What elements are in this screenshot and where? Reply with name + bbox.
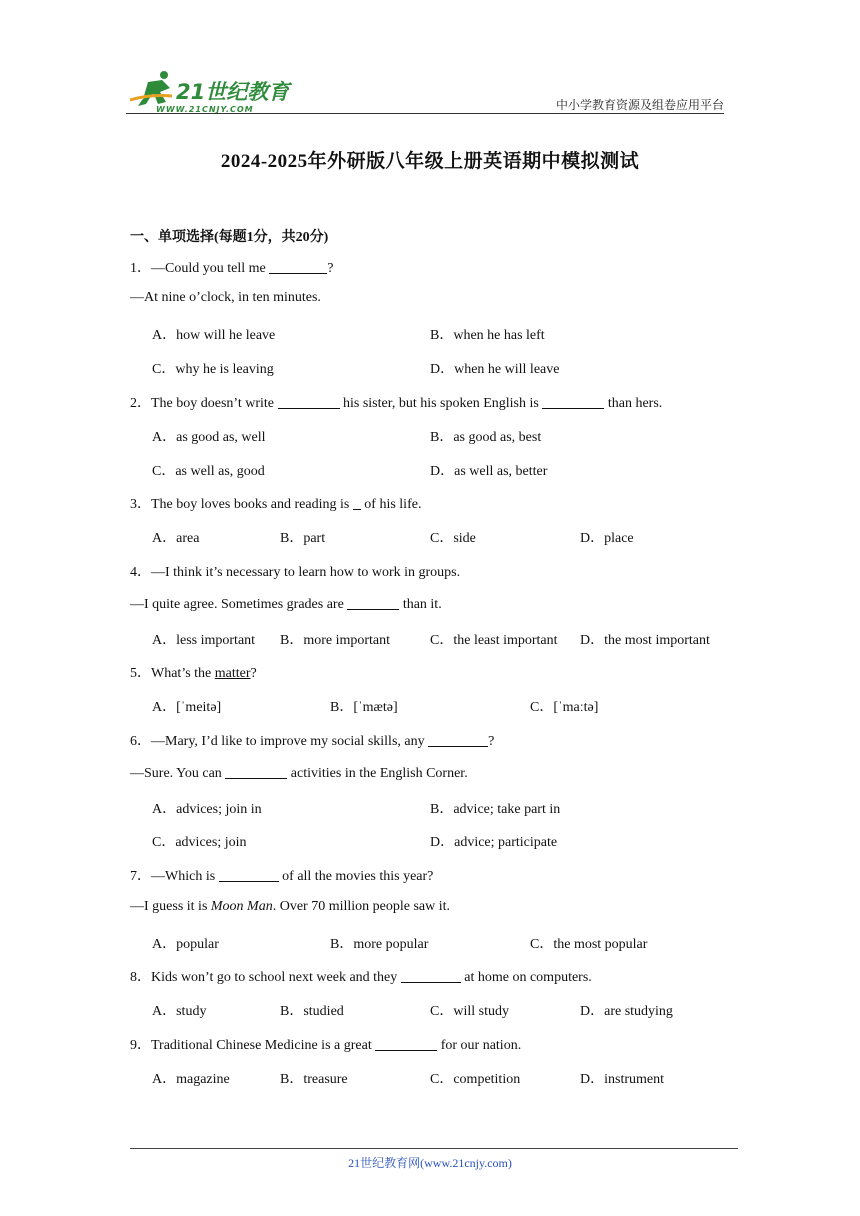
page-title: 2024-2025年外研版八年级上册英语期中模拟测试 xyxy=(220,151,640,172)
answer-blank xyxy=(225,764,287,779)
option: B．part xyxy=(280,531,326,546)
option: C．will study xyxy=(430,1004,509,1019)
option: B．treasure xyxy=(280,1072,348,1087)
page-header xyxy=(126,66,724,116)
question-9: 9．Traditional Chinese Medicine is a great for our nation. xyxy=(130,1038,522,1053)
option: C．the most popular xyxy=(530,937,648,952)
question-1-reply: —At nine o’clock, in ten minutes. xyxy=(130,290,321,305)
option: D．when he will leave xyxy=(430,362,560,377)
option: A．advices; join in xyxy=(152,802,262,817)
answer-blank xyxy=(347,595,399,610)
option: D．the most important xyxy=(580,633,710,648)
question-4: 4．—I think it’s necessary to learn how to work in groups. xyxy=(130,565,461,580)
underlined-word: matter xyxy=(214,666,251,681)
option: D．advice; participate xyxy=(430,835,558,850)
logo-url: WWW.21CNJY.COM xyxy=(156,105,254,114)
option: B．studied xyxy=(280,1004,344,1019)
movie-title: Moon Man xyxy=(210,899,273,914)
question-2: 2．The boy doesn’t write his sister, but his spoken English is than hers. xyxy=(130,396,663,411)
option: A．magazine xyxy=(152,1072,230,1087)
option: A．[ˈmeitə] xyxy=(152,700,222,715)
option: A．area xyxy=(152,531,200,546)
question-1: 1．—Could you tell me ? xyxy=(130,261,334,276)
footer-divider xyxy=(130,1148,738,1149)
option: A．popular xyxy=(152,937,219,952)
option: B．more important xyxy=(280,633,391,648)
answer-blank xyxy=(428,732,488,747)
option: C．as well as, good xyxy=(152,464,265,479)
option: D．instrument xyxy=(580,1072,664,1087)
footer-link[interactable]: 21世纪教育网(www.21cnjy.com) xyxy=(348,1156,512,1170)
answer-blank xyxy=(375,1036,437,1051)
question-3: 3．The boy loves books and reading is of his life. xyxy=(130,497,422,512)
header-divider xyxy=(126,113,724,114)
question-8: 8．Kids won’t go to school next week and they at home on computers. xyxy=(130,970,592,985)
question-4-reply: —I quite agree. Sometimes grades are than it. xyxy=(130,597,442,612)
logo-21cnjy xyxy=(126,66,296,116)
option: D．as well as, better xyxy=(430,464,548,479)
option: B．more popular xyxy=(330,937,429,952)
option: B．when he has left xyxy=(430,328,545,343)
option: B．advice; take part in xyxy=(430,802,561,817)
option: A．study xyxy=(152,1004,207,1019)
question-7-reply: —I guess it is Moon Man. Over 70 million people saw it. xyxy=(130,899,451,914)
option: B．as good as, best xyxy=(430,430,542,445)
header-tagline: 中小学教育资源及组卷应用平台 xyxy=(555,98,724,112)
logo-text: 21世纪教育 xyxy=(176,80,290,104)
answer-blank xyxy=(278,394,340,409)
question-6-reply: —Sure. You can activities in the English Corner. xyxy=(130,766,468,781)
question-6: 6．—Mary, I’d like to improve my social skills, any ? xyxy=(130,734,495,749)
answer-blank xyxy=(542,394,604,409)
option: D．place xyxy=(580,531,634,546)
option: D．are studying xyxy=(580,1004,673,1019)
option: A．how will he leave xyxy=(152,328,276,343)
answer-blank xyxy=(401,968,461,983)
option: A．as good as, well xyxy=(152,430,266,445)
answer-blank xyxy=(353,495,361,510)
answer-blank xyxy=(269,259,327,274)
option: C．advices; join xyxy=(152,835,247,850)
answer-blank xyxy=(219,867,279,882)
option: C．why he is leaving xyxy=(152,362,274,377)
question-7: 7．—Which is of all the movies this year? xyxy=(130,869,434,884)
option: A．less important xyxy=(152,633,256,648)
question-5: 5．What’s the matter? xyxy=(130,666,257,681)
option: C．side xyxy=(430,531,476,546)
option: C．the least important xyxy=(430,633,558,648)
section-heading: 一、单项选择(每题1分，共20分) xyxy=(130,230,329,245)
option: C．competition xyxy=(430,1072,521,1087)
option: B．[ˈmætə] xyxy=(330,700,398,715)
option: C．[ˈmaːtə] xyxy=(530,700,599,715)
